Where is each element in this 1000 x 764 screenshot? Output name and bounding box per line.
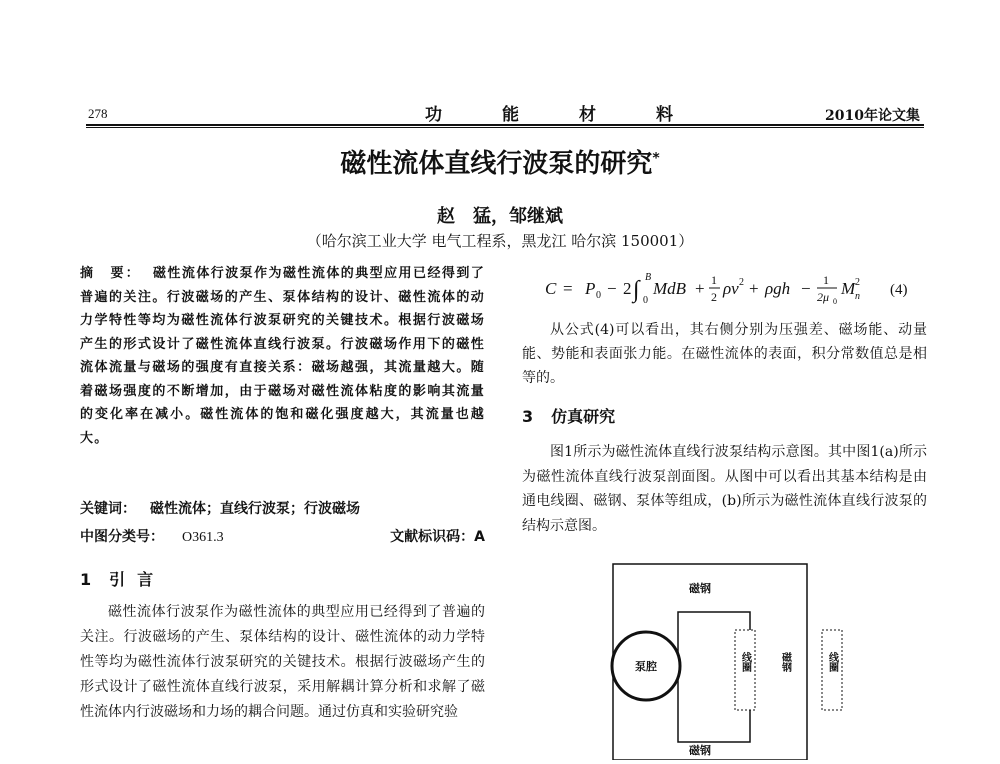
right-magnet-label: 磁钢 bbox=[779, 652, 791, 672]
header-rule-thin bbox=[86, 127, 924, 128]
section-3-title: 仿真研究 bbox=[551, 407, 616, 426]
bottom-magnet-label: 磁钢 bbox=[689, 744, 711, 757]
eq-term2-sup: 2 bbox=[739, 277, 744, 288]
right-coil-label: 线圈 bbox=[826, 652, 838, 672]
eq-term2: ρv bbox=[723, 279, 739, 298]
eq-frac1-num: 1 bbox=[711, 273, 717, 287]
eq-term4-sub: n bbox=[855, 291, 860, 302]
eq-integrand: MdB bbox=[653, 279, 687, 298]
eq-minus-1: − bbox=[607, 279, 617, 298]
classification-line bbox=[80, 526, 485, 546]
eq-p: P bbox=[585, 279, 596, 298]
equation-4 bbox=[545, 270, 925, 306]
section-1-heading bbox=[80, 567, 165, 590]
doc-code-value: A bbox=[474, 529, 485, 545]
eq-equals: = bbox=[563, 279, 573, 298]
abstract-label: 摘 要： bbox=[80, 266, 141, 281]
collection-label: 2010年论文集 bbox=[825, 108, 920, 124]
eq-frac1-den: 2 bbox=[711, 290, 717, 304]
clc-value: O361.3 bbox=[182, 530, 224, 545]
eq-frac2-num: 1 bbox=[823, 273, 829, 287]
eq-plus-1: + bbox=[695, 279, 705, 298]
eq-int-lower: 0 bbox=[643, 295, 648, 306]
eq-int-upper: B bbox=[645, 272, 652, 283]
top-magnet-label: 磁钢 bbox=[689, 582, 711, 595]
figure-1 bbox=[600, 562, 870, 760]
paper-title-text: 磁性流体直线行波泵的研究 bbox=[340, 149, 653, 179]
header-rule bbox=[86, 124, 924, 126]
left-coil-label: 线圈 bbox=[739, 652, 751, 672]
section-1-body bbox=[80, 600, 485, 725]
section-3-heading bbox=[522, 404, 615, 427]
clc-label: 中图分类号： bbox=[80, 529, 164, 545]
eq-p-sub: 0 bbox=[596, 290, 601, 301]
eq-frac2-den: 2μ bbox=[817, 290, 830, 304]
section-3-body bbox=[522, 440, 927, 538]
page-number: 278 bbox=[88, 106, 108, 121]
eq-minus-2: − bbox=[801, 279, 811, 298]
eq-term4-sup: 2 bbox=[855, 277, 860, 288]
keywords-label: 关键词： bbox=[80, 501, 136, 517]
section-1-paragraph: 磁性流体行波泵作为磁性流体的典型应用已经得到了普遍的关注。行波磁场的产生、泵体结构的设计、磁性流体的动力学特性等均为磁性流体行波泵研究的关键技术。根据行波磁场产生的形式设计了磁性流体直线行波泵，采用解耦计算分析和求解了磁性流体内行波磁场和力场的耦合问题。通过仿真和实验研究验 bbox=[80, 604, 485, 720]
figure-1-diagram bbox=[600, 562, 870, 760]
eq-plus-2: + bbox=[749, 279, 759, 298]
eq-frac2-den-sub: 0 bbox=[833, 297, 837, 306]
eq-label: (4) bbox=[890, 282, 908, 298]
journal-name: 功能材料 bbox=[425, 105, 733, 125]
doc-code-label: 文献标识码： bbox=[390, 529, 475, 545]
section-1-number: 1 bbox=[80, 570, 92, 589]
pump-cavity-label: 泵腔 bbox=[635, 660, 657, 673]
formula-explanation bbox=[522, 318, 927, 390]
affiliation: （哈尔滨工业大学 电气工程系，黑龙江 哈尔滨 150001） bbox=[306, 232, 694, 250]
paper-title bbox=[0, 143, 1000, 180]
section-3-number: 3 bbox=[522, 407, 534, 426]
eq-lhs: C bbox=[545, 279, 557, 298]
authors: 赵 猛，邹继斌 bbox=[437, 206, 563, 227]
section-3-paragraph: 图1所示为磁性流体直线行波泵结构示意图。其中图1(a)所示为磁性流体直线行波泵剖面图。从图中可以看出其基本结构是由通电线圈、磁钢、泵体等组成，(b)所示为磁性流体直线行波泵的结构示意图。 bbox=[522, 444, 927, 534]
title-footnote-mark: * bbox=[652, 150, 660, 167]
eq-term4: M bbox=[841, 279, 856, 298]
abstract-text: 磁性流体行波泵作为磁性流体的典型应用已经得到了普遍的关注。行波磁场的产生、泵体结构的设计、磁性流体的动力学特性等均为磁性流体行波泵研究的关键技术。根据行波磁场产生的形式设计了磁性流体直线行波泵。行波磁场作用下的磁性流体流量与磁场的强度有直接关系：磁场越强，其流量越大。随着磁场强度的不断增加，由于磁场对磁性流体粘度的影响其流量的变化率在减小。磁性流体的饱和磁化强度越大，其流量也越大。 bbox=[80, 266, 485, 446]
eq-integral-sign: ∫ bbox=[633, 277, 640, 303]
eq-term3: ρgh bbox=[765, 279, 791, 298]
keywords-text: 磁性流体；直线行波泵；行波磁场 bbox=[150, 501, 360, 517]
abstract bbox=[80, 262, 485, 450]
keywords bbox=[80, 498, 485, 518]
formula-paragraph: 从公式(4)可以看出，其右侧分别为压强差、磁场能、动量能、势能和表面张力能。在磁性流体的表面，积分常数值总是相等的。 bbox=[522, 322, 927, 386]
section-1-title: 引言 bbox=[109, 570, 166, 589]
eq-coef: 2 bbox=[623, 279, 632, 298]
equation-4-svg bbox=[545, 270, 925, 306]
